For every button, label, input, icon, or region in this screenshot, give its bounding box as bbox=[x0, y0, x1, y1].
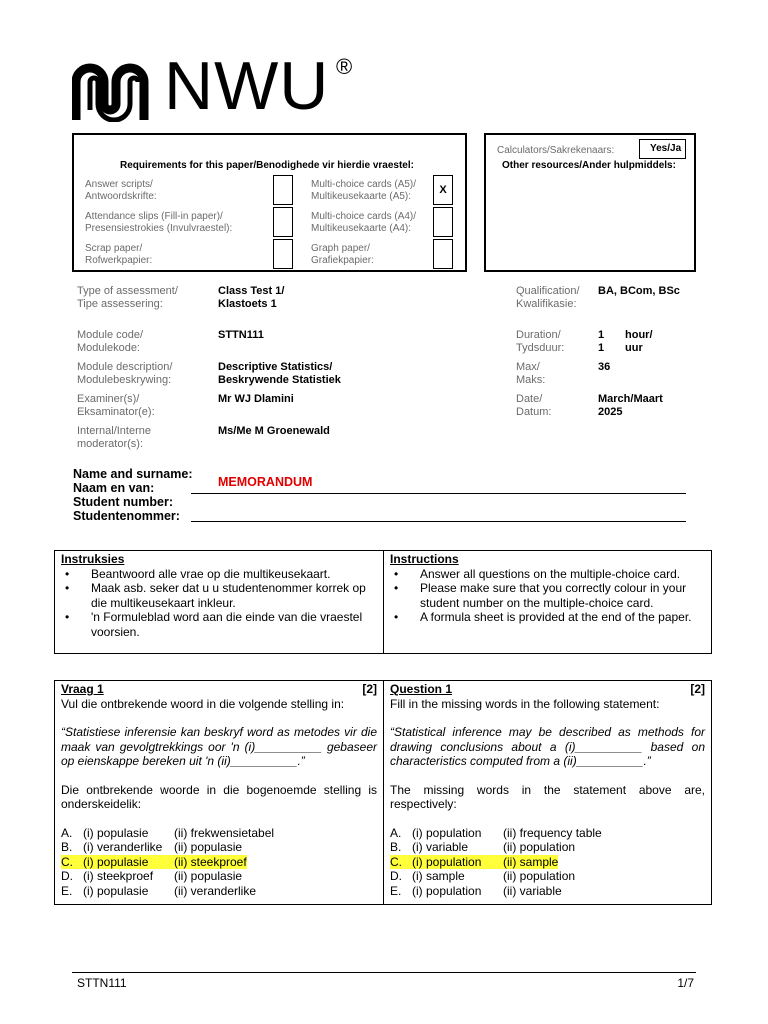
nwu-logo bbox=[72, 50, 372, 122]
question-1-intro: Fill in the missing words in the following statement: bbox=[390, 696, 660, 711]
instructions-cell bbox=[384, 551, 712, 654]
vraag-1-marks: [2] bbox=[362, 682, 377, 696]
option-c-correct: C. (i) population (ii) sample bbox=[390, 854, 559, 869]
footer-module-code: STTN111 bbox=[77, 976, 127, 990]
req-mc-a5: Multi-choice cards (A5)/ Multikeusekaarte (A5): bbox=[311, 179, 417, 202]
duration-label: Duration/ Tydsduur: bbox=[516, 329, 565, 354]
brand-name: NWU bbox=[164, 48, 330, 124]
option-a: A. (i) population (ii) frequency table bbox=[390, 825, 602, 840]
calculators-label: Calculators/Sakrekenaars: bbox=[497, 145, 615, 156]
option-b: B. (i) veranderlike (ii) populasie bbox=[61, 840, 243, 854]
registered-mark: ® bbox=[336, 54, 353, 79]
instruksie-item: • Beantwoord alle vrae op die multikeusekaart. bbox=[65, 566, 331, 581]
question-1-statement: “Statistical inference may be described as methods for drawing conclusions about a (i)__________ based on characteristics computed from a (ii)__________.” bbox=[390, 725, 705, 768]
attendance-checkbox bbox=[273, 207, 293, 237]
examiner-label: Examiner(s)/ Eksaminator(e): bbox=[77, 393, 155, 418]
instruction-item: • Answer all questions on the multiple-choice card. bbox=[394, 566, 681, 581]
instruksie-item: • 'n Formuleblad word aan die einde van die vraestel voorsien. bbox=[65, 610, 363, 639]
requirements-box bbox=[72, 133, 467, 272]
module-desc-label: Module description/ Modulebeskrywing: bbox=[77, 361, 173, 386]
vraag-1-options bbox=[61, 826, 377, 899]
instruction-item: • A formula sheet is provided at the end of the paper. bbox=[394, 610, 692, 624]
nwu-emblem-icon bbox=[72, 52, 156, 122]
option-c-correct: C. (i) populasie (ii) steekproef bbox=[61, 854, 247, 869]
question-1-options bbox=[390, 826, 705, 899]
module-code-value: STTN111 bbox=[218, 329, 264, 341]
type-label: Type of assessment/ Tipe assessering: bbox=[77, 285, 178, 310]
name-line bbox=[191, 493, 686, 494]
name-label: Name and surname: Naam en van: bbox=[73, 467, 193, 495]
student-number-field[interactable] bbox=[191, 521, 686, 522]
resources-box bbox=[484, 133, 696, 272]
question-1-marks: [2] bbox=[690, 682, 705, 696]
req-scrap-paper: Scrap paper/ Rofwerkpapier: bbox=[85, 243, 153, 266]
graph-paper-checkbox bbox=[433, 239, 453, 269]
date-value: March/Maart 2025 bbox=[598, 393, 663, 418]
instruksies-cell bbox=[55, 551, 384, 654]
vraag-1-title: Vraag 1 bbox=[61, 682, 104, 696]
option-a: A. (i) populasie (ii) frekwensietabel bbox=[61, 825, 275, 840]
name-value: MEMORANDUM bbox=[218, 475, 313, 489]
question-1-title: Question 1 bbox=[390, 682, 453, 696]
calculators-value: Yes/Ja bbox=[639, 139, 686, 159]
instruksie-item: • Maak asb. seker dat u u studentenommer korrek op die multikeusekaart inkleur. bbox=[65, 581, 366, 610]
mc-a4-checkbox bbox=[433, 207, 453, 237]
req-mc-a4: Multi-choice cards (A4)/ Multikeusekaarte (A4): bbox=[311, 211, 417, 234]
vraag-1-prompt: Die ontbrekende woorde in die bogenoemde stelling is onderskeidelik: bbox=[61, 782, 377, 811]
student-number-label: Student number: Studentenommer: bbox=[73, 495, 180, 523]
duration-value: 1 hour/ 1 uur bbox=[598, 329, 653, 354]
module-desc-value: Descriptive Statistics/ Beskrywende Statistiek bbox=[218, 361, 341, 386]
option-b: B. (i) variable (ii) population bbox=[390, 840, 576, 854]
qualification-value: BA, BCom, BSc bbox=[598, 285, 680, 297]
footer-rule bbox=[72, 972, 696, 973]
option-d: D. (i) steekproef (ii) populasie bbox=[61, 869, 243, 883]
option-e: E. (i) population (ii) variable bbox=[390, 883, 562, 898]
moderator-label: Internal/Interne moderator(s): bbox=[77, 425, 151, 450]
req-graph-paper: Graph paper/ Grafiekpapier: bbox=[311, 243, 374, 266]
question-1-cell bbox=[384, 681, 712, 905]
answer-scripts-checkbox bbox=[273, 175, 293, 205]
moderator-value: Ms/Me M Groenewald bbox=[218, 425, 330, 437]
module-code-label: Module code/ Modulekode: bbox=[77, 329, 144, 354]
req-answer-scripts: Answer scripts/ Antwoordskrifte: bbox=[85, 179, 157, 202]
max-label: Max/ Maks: bbox=[516, 361, 546, 386]
footer-page-number: 1/7 bbox=[677, 976, 694, 990]
option-e: E. (i) populasie (ii) veranderlike bbox=[61, 883, 257, 898]
instruction-item: • Please make sure that you correctly colour in your student number on the multiple-choice card. bbox=[394, 581, 687, 610]
question-1-table bbox=[54, 680, 712, 905]
other-resources-label: Other resources/Ander hulpmiddels: bbox=[502, 160, 676, 171]
vraag-1-statement: “Statistiese inferensie kan beskryf word as metodes vir die maak van gevolgtrekkings oor 'n (i)__________ gebaseer op eienskappe bereken uit 'n (ii)__________.” bbox=[61, 725, 377, 768]
question-1-prompt: The missing words in the statement above are, respectively: bbox=[390, 782, 705, 811]
vraag-1-cell bbox=[55, 681, 384, 905]
req-attendance: Attendance slips (Fill-in paper)/ Presensiestrokies (Invulvraestel): bbox=[85, 211, 233, 234]
qualification-label: Qualification/ Kwalifikasie: bbox=[516, 285, 580, 310]
scrap-paper-checkbox bbox=[273, 239, 293, 269]
instructions-table bbox=[54, 550, 712, 654]
date-label: Date/ Datum: bbox=[516, 393, 552, 418]
option-d: D. (i) sample (ii) population bbox=[390, 869, 576, 883]
instruksies-title: Instruksies bbox=[61, 552, 125, 566]
instructions-title: Instructions bbox=[390, 552, 459, 566]
vraag-1-intro: Vul die ontbrekende woord in die volgende stelling in: bbox=[61, 696, 345, 711]
requirements-title: Requirements for this paper/Benodighede vir hierdie vraestel: bbox=[120, 160, 414, 171]
mc-a5-checkbox: X bbox=[433, 175, 453, 205]
max-value: 36 bbox=[598, 361, 611, 373]
type-value: Class Test 1/ Klastoets 1 bbox=[218, 285, 285, 310]
examiner-value: Mr WJ Dlamini bbox=[218, 393, 294, 405]
